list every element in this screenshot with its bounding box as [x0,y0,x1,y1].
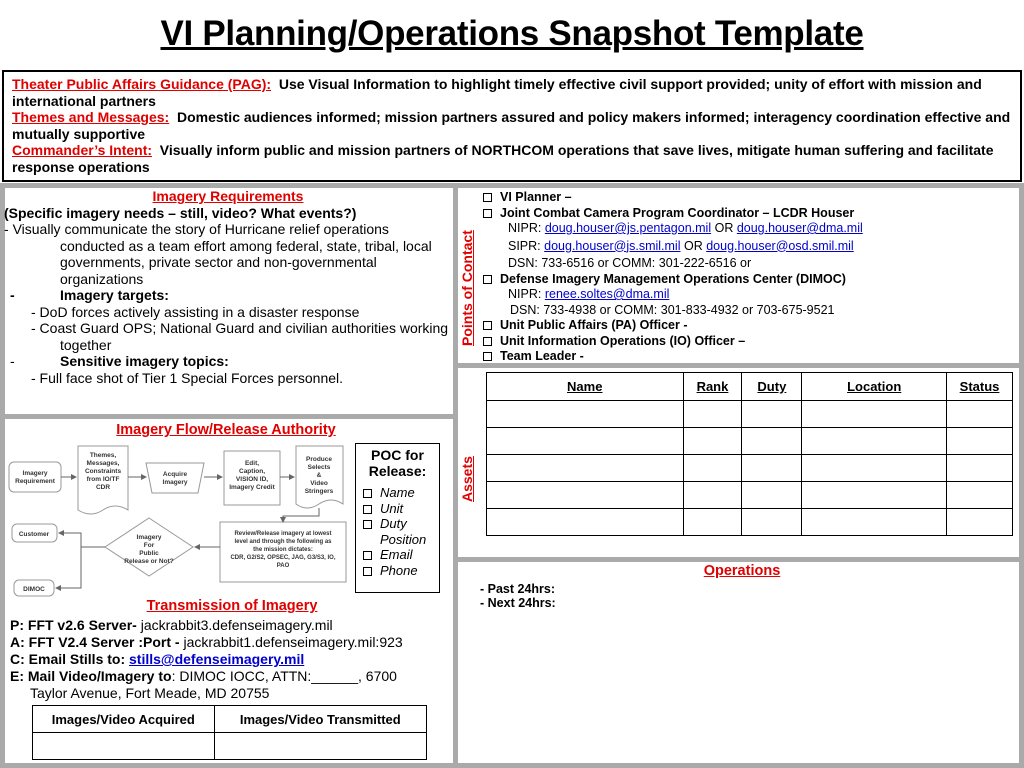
column-header: Rank [683,373,742,401]
table-cell[interactable] [742,428,802,455]
flow-text: Imagery For Public Release or Not? [124,534,174,565]
imagery-requirements-subtitle: (Specific imagery needs – still, video? What events?) [4,204,357,221]
table-row [487,428,1013,455]
sensitive-item: - Full face shot of Tier 1 Special Forces personnel. [31,369,344,386]
nipr-label: NIPR: [508,287,542,301]
poc-text: VI Planner – [500,190,572,204]
poc-item [480,334,1020,350]
table-cell[interactable] [487,428,684,455]
checkbox-icon [363,505,372,514]
column-header: Duty [742,373,802,401]
email-link[interactable]: renee.soltes@dma.mil [544,287,670,301]
table-cell[interactable] [683,509,742,536]
themes-label: Themes and Messages: [12,109,170,126]
table-cell[interactable] [33,733,215,760]
checkbox-icon [483,321,492,330]
imagery-requirements-title: Imagery Requirements [152,188,304,204]
table-row [487,482,1013,509]
pag-text: Use Visual Information to highlight timely effective civil support provided; unity of effort with mission and international partners [12,76,982,109]
poc-release-item [360,501,435,517]
poc-item [480,349,1020,365]
table-cell[interactable] [683,455,742,482]
poc-item [480,190,1020,206]
table-cell[interactable] [487,455,684,482]
table-cell[interactable] [683,401,742,428]
checkbox-icon [483,337,492,346]
transmission-label: A: FFT V2.4 Server :Port - [10,634,180,650]
nipr-line [480,221,1020,237]
divider [455,557,1024,562]
flow-text: Themes, Messages, Constraints from IO/TF CDR [84,452,122,491]
requirement-line: - Visually communicate the story of Hurricane relief operations conducted as a team effort among federal, state, tribal, local governments, private sector and non-governmental organizations [4,221,432,287]
column-header: Images/Video Transmitted [214,706,426,733]
transmission-label: E: Mail Video/Imagery to [10,668,172,684]
table-cell[interactable] [802,455,947,482]
sipr-label: SIPR: [508,238,541,253]
acquire-node [146,463,204,493]
operations-title: Operations [703,563,781,579]
requirement-text: Visually communicate the story of Hurricane relief operations conducted as a team effort among federal, state, tribal, local governments, private sector and non-governmental organizations [12,221,432,287]
poc-release-label: Phone [380,562,418,578]
checkbox-icon [363,489,372,498]
email-link[interactable]: stills@defenseimagery.mil [129,651,305,667]
table-cell[interactable] [802,509,947,536]
poc-release-label: Name [380,485,415,500]
table-cell[interactable] [742,482,802,509]
imagery-requirement-node [9,462,61,492]
transmission-line [10,651,454,668]
table-cell[interactable] [742,401,802,428]
flow-arrow [59,533,105,547]
sensitive-heading: - Sensitive imagery topics: [10,353,229,369]
imagery-flow-diagram [6,438,351,598]
poc-text: Defense Imagery Management Operations Center (DIMOC) [500,271,846,286]
pag-line [12,76,1012,109]
table-cell[interactable] [214,733,426,760]
assets-header-row [487,373,1013,401]
email-link[interactable]: doug.houser@dma.mil [736,221,863,235]
table-cell[interactable] [487,509,684,536]
flow-text: Acquire Imagery [162,471,188,486]
operations-panel [462,564,1022,610]
table-row [33,733,427,760]
poc-release-label: Email [380,547,413,562]
themes-line [12,109,1012,142]
nipr-label: NIPR: [508,221,542,235]
dimoc-nipr-line [480,287,1020,303]
table-cell[interactable] [947,509,1013,536]
table-row [487,401,1013,428]
points-of-contact-panel [480,190,1020,365]
divider [0,763,1024,768]
intent-line [12,142,1012,175]
table-cell[interactable] [802,401,947,428]
table-cell[interactable] [802,428,947,455]
checkbox-icon [483,209,492,218]
transmission-value: : DIMOC IOCC, ATTN:______, 6700 [171,668,397,684]
images-table [32,705,427,760]
flow-text: DIMOC [23,586,45,593]
assets-table [486,372,1013,536]
next-24hrs: - Next 24hrs: [480,596,556,610]
table-cell[interactable] [802,482,947,509]
flow-text: Imagery Requirement [15,470,55,485]
or-text: OR [714,221,734,235]
poc-release-item [360,485,435,501]
poc-text: Unit Public Affairs (PA) Officer - [500,318,688,332]
poc-release-label: Unit [380,500,404,516]
past-24hrs: - Past 24hrs: [480,582,556,596]
poc-release-item [360,516,435,547]
flow-text: Edit, Caption, VISION ID, Imagery Credit [229,460,275,491]
poc-release-item [360,563,435,579]
checkbox-icon [483,352,492,361]
checkbox-icon [363,567,372,576]
table-cell[interactable] [487,482,684,509]
column-header: Name [487,373,684,401]
or-text: OR [683,238,703,253]
transmission-panel [10,598,454,702]
poc-release-box [355,443,440,593]
table-cell[interactable] [742,455,802,482]
flow-text: Customer [18,531,50,538]
poc-release-title: POC for Release: [368,447,427,479]
checkbox-icon [483,193,492,202]
poc-item [480,318,1020,334]
transmission-value: jackrabbit3.defenseimagery.mil [140,617,333,633]
transmission-label: P: FFT v2.6 Server- [10,617,137,633]
transmission-label: C: Email Stills to: [10,651,126,667]
table-cell[interactable] [487,401,684,428]
poc-text: Joint Combat Camera Program Coordinator – LCDR Houser [500,205,855,220]
imagery-requirements-panel [4,188,452,414]
targets-heading: - Imagery targets: [10,287,169,303]
flow-title: Imagery Flow/Release Authority [116,422,336,438]
flow-text: Produce Selects & Video Stringers [304,456,334,495]
transmission-line [10,668,454,685]
table-cell[interactable] [947,482,1013,509]
transmission-title: Transmission of Imagery [146,598,318,614]
dsn-line: DSN: 733-4938 or COMM: 301-833-4932 or 703-675-9521 [510,302,835,317]
table-row [487,455,1013,482]
transmission-line [10,634,454,651]
column-header: Images/Video Acquired [33,706,215,733]
column-header: Status [947,373,1013,401]
flow-text: Review/Release imagery at lowest level and through the following as the mission dictates: CDR, G2/S2, OPSEC, JAG, G3/S3, IO, PAO [230,531,336,569]
poc-item [480,206,1020,222]
intent-label: Commander’s Intent: [12,142,153,159]
table-cell[interactable] [683,482,742,509]
email-link[interactable]: doug.houser@osd.smil.mil [706,238,854,253]
table-cell[interactable] [947,455,1013,482]
table-cell[interactable] [742,509,802,536]
poc-release-item [360,547,435,563]
transmission-line: Taylor Avenue, Fort Meade, MD 20755 [30,685,270,701]
poc-item [480,272,1020,288]
transmission-value: jackrabbit1.defenseimagery.mil:923 [183,634,403,650]
checkbox-icon [483,275,492,284]
sipr-line [480,239,1020,255]
transmission-line [10,617,454,634]
target-item: - DoD forces actively assisting in a disaster response [31,303,360,320]
table-row [487,509,1013,536]
divider [0,414,455,419]
target-item: - Coast Guard OPS; National Guard and civilian authorities working together [31,320,449,353]
table-cell[interactable] [947,428,1013,455]
checkbox-icon [363,520,372,529]
targets-label: Imagery targets: [60,287,169,303]
points-of-contact-label: Points of Contact [459,230,475,346]
pag-label: Theater Public Affairs Guidance (PAG): [12,76,272,92]
poc-text: Unit Information Operations (IO) Officer – [500,333,746,348]
table-cell[interactable] [683,428,742,455]
assets-label: Assets [459,456,475,502]
themes-text: Domestic audiences informed; mission partners assured and policy makers informed; interagency coordination effective and mutually supportive [12,109,1011,142]
sensitive-label: Sensitive imagery topics: [60,353,229,369]
poc-text: Team Leader - [500,349,584,363]
table-cell[interactable] [947,401,1013,428]
checkbox-icon [363,551,372,560]
intent-text: Visually inform public and mission partners of NORTHCOM operations that save lives, mitigate human suffering and facilitate response operations [12,142,994,175]
dsn-line: DSN: 733-6516 or COMM: 301-222-6516 or [508,256,752,270]
column-header: Location [802,373,947,401]
email-link[interactable]: doug.houser@js.pentagon.mil [544,221,712,235]
flow-arrow [283,508,319,522]
email-link[interactable]: doug.houser@js.smil.mil [544,238,681,253]
guidance-box [2,70,1022,182]
page-title: VI Planning/Operations Snapshot Template [160,14,864,53]
flow-arrow [56,547,105,588]
poc-release-label: Duty Position [380,516,427,547]
images-header-row [33,706,427,733]
